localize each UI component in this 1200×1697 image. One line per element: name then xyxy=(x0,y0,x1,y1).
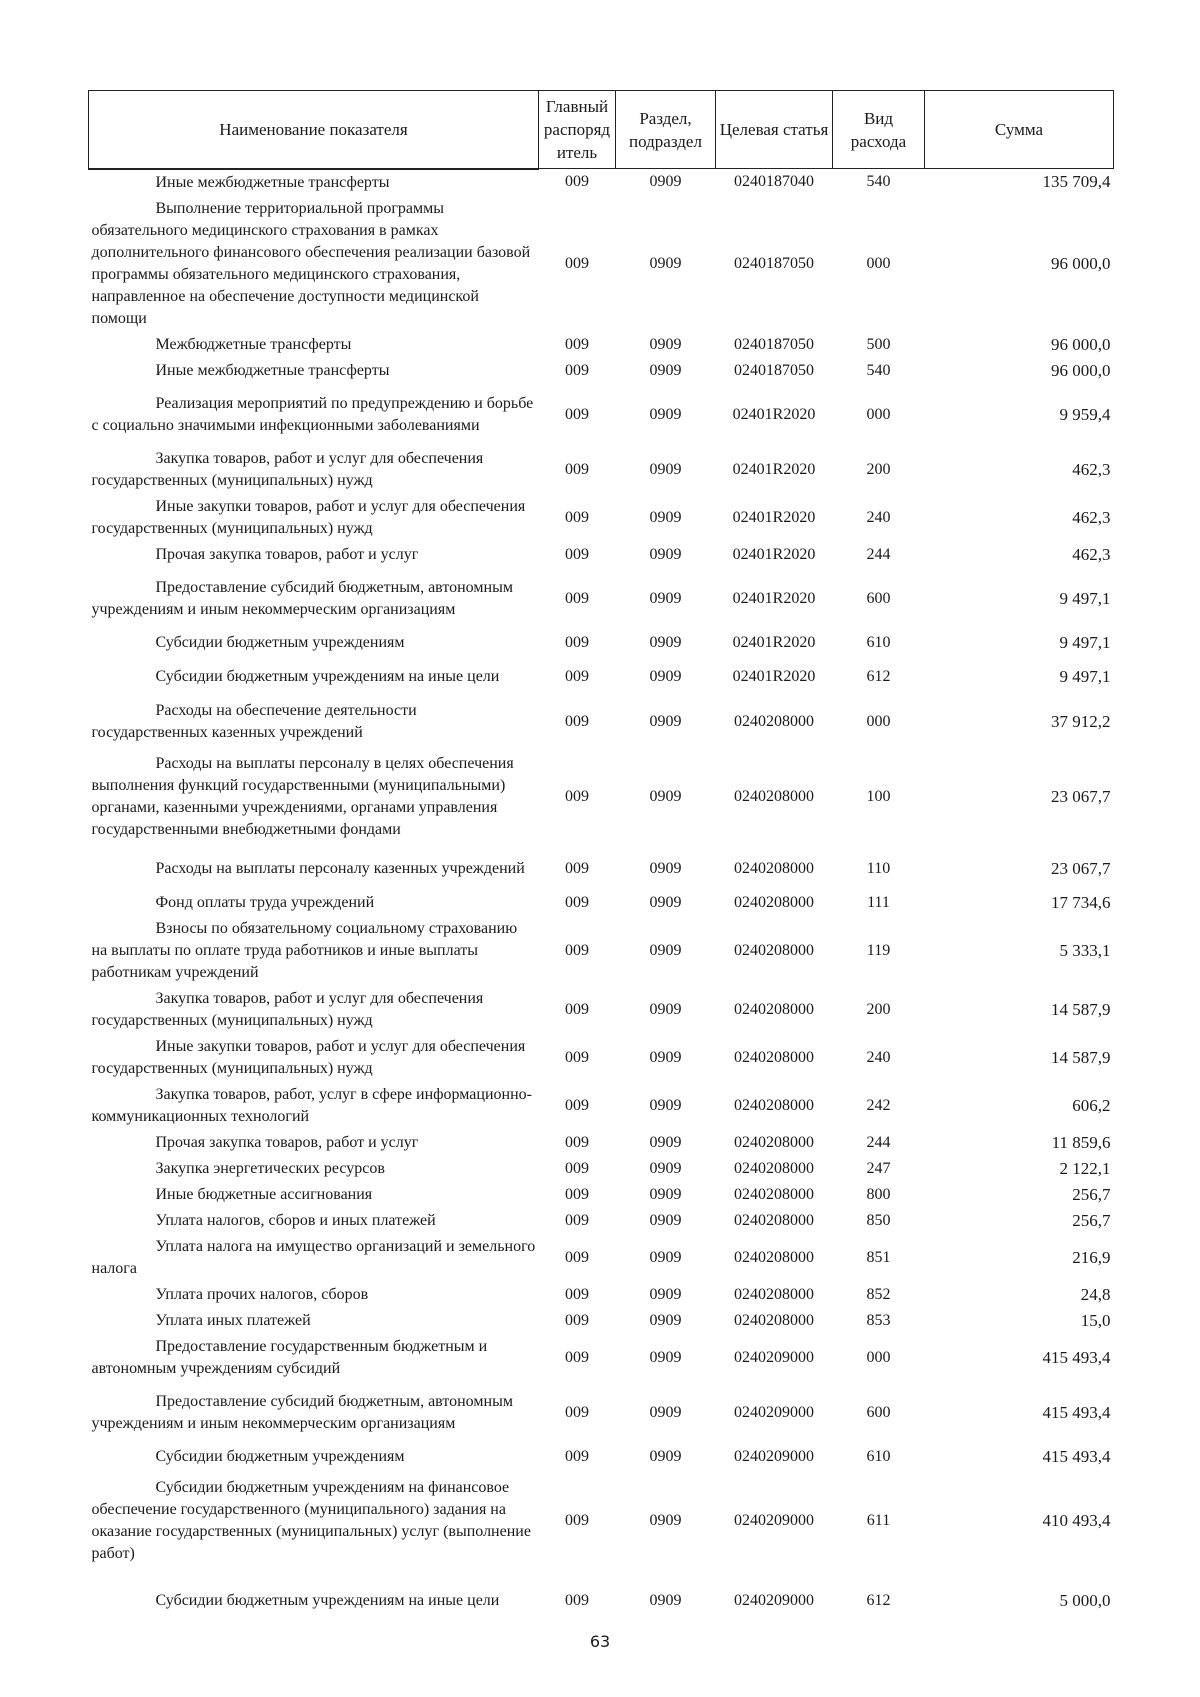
row-section: 0909 xyxy=(649,335,682,353)
row-sum: 14 587,9 xyxy=(1051,1047,1111,1067)
row-type: 612 xyxy=(866,1591,891,1609)
row-name: Расходы на обеспечение деятельности государственных казенных учреждений xyxy=(91,701,417,741)
row-section: 0909 xyxy=(649,254,682,272)
row-type: 100 xyxy=(866,787,891,805)
table-row xyxy=(89,1444,1114,1470)
row-type: 851 xyxy=(866,1248,891,1266)
header-target: Целевая статья xyxy=(716,91,833,169)
row-sum: 9 959,4 xyxy=(1059,404,1111,424)
row-target: 0240209000 xyxy=(734,1511,814,1529)
row-section: 0909 xyxy=(649,1348,682,1366)
row-chief: 009 xyxy=(565,1285,589,1303)
row-sum: 462,3 xyxy=(1072,544,1111,564)
row-chief: 009 xyxy=(565,1403,589,1421)
table-row xyxy=(89,1334,1114,1382)
row-section: 0909 xyxy=(649,1133,682,1151)
row-section: 0909 xyxy=(649,712,682,730)
row-section: 0909 xyxy=(649,1000,682,1018)
row-chief: 009 xyxy=(565,1311,589,1329)
row-chief: 009 xyxy=(565,589,589,607)
row-type: 240 xyxy=(866,508,891,526)
row-chief: 009 xyxy=(565,508,589,526)
row-sum: 96 000,0 xyxy=(1051,360,1111,380)
row-section: 0909 xyxy=(649,1048,682,1066)
row-chief: 009 xyxy=(565,460,589,478)
row-type: 119 xyxy=(866,941,891,959)
row-type: 610 xyxy=(866,1447,891,1465)
row-chief: 009 xyxy=(565,1000,589,1018)
row-target: 0240208000 xyxy=(734,893,814,911)
row-sum: 216,9 xyxy=(1072,1247,1111,1267)
row-sum: 256,7 xyxy=(1072,1184,1111,1204)
row-target: 0240208000 xyxy=(734,941,814,959)
row-sum: 415 493,4 xyxy=(1042,1446,1111,1466)
table-row xyxy=(89,1572,1114,1630)
row-chief: 009 xyxy=(565,1211,589,1229)
row-section: 0909 xyxy=(649,361,682,379)
table-row xyxy=(89,1156,1114,1182)
row-chief: 009 xyxy=(565,173,589,191)
row-chief: 009 xyxy=(565,1133,589,1151)
row-sum: 14 587,9 xyxy=(1051,999,1111,1019)
row-sum: 462,3 xyxy=(1072,459,1111,479)
header-section: Раздел, подраздел xyxy=(616,91,716,169)
table-row xyxy=(89,1082,1114,1130)
row-name: Межбюджетные трансферты xyxy=(155,335,352,353)
table-row xyxy=(89,196,1114,332)
row-type: 800 xyxy=(866,1185,891,1203)
row-chief: 009 xyxy=(565,787,589,805)
table-row xyxy=(89,916,1114,986)
row-section: 0909 xyxy=(649,667,682,685)
row-section: 0909 xyxy=(649,173,682,191)
table-row xyxy=(89,446,1114,494)
row-section: 0909 xyxy=(649,508,682,526)
row-target: 02401R2020 xyxy=(732,633,816,651)
table-row xyxy=(89,494,1114,542)
row-chief: 009 xyxy=(565,667,589,685)
row-type: 244 xyxy=(866,1133,891,1151)
row-target: 0240208000 xyxy=(734,787,814,805)
table-row xyxy=(89,656,1114,698)
row-name: Выполнение территориальной программы обязательного медицинского страхования в рамках дополнительного финансового обеспечения реализации базовой программы обязательного медицинского страхования, направленное на обеспечение доступности медицинской помощи xyxy=(91,199,531,327)
table-row xyxy=(89,630,1114,656)
row-type: 200 xyxy=(866,1000,891,1018)
row-sum: 135 709,4 xyxy=(1042,172,1111,192)
row-chief: 009 xyxy=(565,712,589,730)
table-row xyxy=(89,848,1114,890)
table-row xyxy=(89,1130,1114,1156)
row-type: 610 xyxy=(866,633,891,651)
row-sum: 462,3 xyxy=(1072,507,1111,527)
table-row xyxy=(89,542,1114,568)
row-target: 0240208000 xyxy=(734,1159,814,1177)
row-name: Предоставление государственным бюджетным и автономным учреждениям субсидий xyxy=(91,1337,488,1377)
table-row xyxy=(89,1308,1114,1334)
row-target: 0240187050 xyxy=(734,335,814,353)
row-name: Иные закупки товаров, работ и услуг для обеспечения государственных (муниципальных) нужд xyxy=(91,497,526,537)
row-section: 0909 xyxy=(649,1511,682,1529)
table-row xyxy=(89,746,1114,848)
row-name: Расходы на выплаты персоналу казенных учреждений xyxy=(155,859,525,877)
row-name: Закупка товаров, работ, услуг в сфере информационно-коммуникационных технологий xyxy=(91,1085,532,1125)
row-sum: 606,2 xyxy=(1072,1095,1111,1115)
row-chief: 009 xyxy=(565,545,589,563)
row-sum: 96 000,0 xyxy=(1051,253,1111,273)
row-section: 0909 xyxy=(649,589,682,607)
row-name: Реализация мероприятий по предупреждению и борьбе с социально значимыми инфекционными заболеваниями xyxy=(91,394,534,434)
row-type: 000 xyxy=(866,712,891,730)
row-section: 0909 xyxy=(649,1248,682,1266)
row-sum: 23 067,7 xyxy=(1051,786,1111,806)
row-name: Закупка товаров, работ и услуг для обеспечения государственных (муниципальных) нужд xyxy=(91,989,484,1029)
row-chief: 009 xyxy=(565,1348,589,1366)
row-section: 0909 xyxy=(649,1311,682,1329)
row-sum: 17 734,6 xyxy=(1051,892,1111,912)
row-type: 111 xyxy=(867,893,890,911)
row-target: 0240209000 xyxy=(734,1348,814,1366)
row-sum: 9 497,1 xyxy=(1059,632,1111,652)
row-type: 200 xyxy=(866,460,891,478)
row-name: Субсидии бюджетным учреждениям xyxy=(155,1447,405,1465)
table-row xyxy=(89,986,1114,1034)
row-section: 0909 xyxy=(649,893,682,911)
row-type: 500 xyxy=(866,335,891,353)
row-section: 0909 xyxy=(649,1403,682,1421)
row-sum: 410 493,4 xyxy=(1042,1510,1111,1530)
table-row xyxy=(89,568,1114,630)
row-name: Уплата иных платежей xyxy=(155,1311,311,1329)
row-name: Субсидии бюджетным учреждениям на иные цели xyxy=(155,1591,500,1609)
row-chief: 009 xyxy=(565,633,589,651)
row-target: 0240208000 xyxy=(734,1248,814,1266)
row-type: 540 xyxy=(866,173,891,191)
row-section: 0909 xyxy=(649,859,682,877)
row-name: Закупка энергетических ресурсов xyxy=(155,1159,385,1177)
row-chief: 009 xyxy=(565,859,589,877)
row-name: Прочая закупка товаров, работ и услуг xyxy=(155,545,419,563)
row-section: 0909 xyxy=(649,787,682,805)
row-target: 0240208000 xyxy=(734,1311,814,1329)
header-sum: Сумма xyxy=(925,91,1114,169)
row-name: Фонд оплаты труда учреждений xyxy=(155,893,375,911)
row-type: 850 xyxy=(866,1211,891,1229)
row-name: Иные межбюджетные трансферты xyxy=(155,361,390,379)
row-name: Прочая закупка товаров, работ и услуг xyxy=(155,1133,419,1151)
row-target: 02401R2020 xyxy=(732,667,816,685)
row-target: 02401R2020 xyxy=(732,460,816,478)
table-row xyxy=(89,1470,1114,1572)
row-type: 600 xyxy=(866,1403,891,1421)
row-section: 0909 xyxy=(649,460,682,478)
row-target: 02401R2020 xyxy=(732,589,816,607)
row-chief: 009 xyxy=(565,1096,589,1114)
table-row xyxy=(89,358,1114,384)
row-sum: 415 493,4 xyxy=(1042,1402,1111,1422)
row-chief: 009 xyxy=(565,1447,589,1465)
row-sum: 415 493,4 xyxy=(1042,1347,1111,1367)
row-sum: 37 912,2 xyxy=(1051,711,1111,731)
row-type: 110 xyxy=(866,859,891,877)
row-name: Закупка товаров, работ и услуг для обеспечения государственных (муниципальных) нужд xyxy=(91,449,484,489)
row-section: 0909 xyxy=(649,1159,682,1177)
row-sum: 24,8 xyxy=(1080,1284,1111,1304)
row-target: 0240187050 xyxy=(734,254,814,272)
row-type: 247 xyxy=(866,1159,891,1177)
row-target: 0240187040 xyxy=(734,173,814,191)
row-section: 0909 xyxy=(649,633,682,651)
row-name: Взносы по обязательному социальному страхованию на выплаты по оплате труда работников и иные выплаты работникам учреждений xyxy=(91,919,518,981)
row-type: 600 xyxy=(866,589,891,607)
row-type: 611 xyxy=(866,1511,891,1529)
row-section: 0909 xyxy=(649,545,682,563)
row-target: 0240209000 xyxy=(734,1591,814,1609)
row-name: Субсидии бюджетным учреждениям xyxy=(155,633,405,651)
row-chief: 009 xyxy=(565,1159,589,1177)
row-target: 0240187050 xyxy=(734,361,814,379)
row-target: 02401R2020 xyxy=(732,508,816,526)
row-section: 0909 xyxy=(649,1285,682,1303)
row-chief: 009 xyxy=(565,361,589,379)
row-name: Предоставление субсидий бюджетным, автономным учреждениям и иным некоммерческим организациям xyxy=(91,1392,513,1432)
row-name: Субсидии бюджетным учреждениям на иные цели xyxy=(155,667,500,685)
row-chief: 009 xyxy=(565,335,589,353)
row-sum: 2 122,1 xyxy=(1059,1158,1111,1178)
row-chief: 009 xyxy=(565,254,589,272)
row-target: 0240208000 xyxy=(734,1000,814,1018)
row-name: Уплата прочих налогов, сборов xyxy=(155,1285,369,1303)
row-type: 852 xyxy=(866,1285,891,1303)
header-type: Вид расхода xyxy=(833,91,925,169)
row-chief: 009 xyxy=(565,1248,589,1266)
row-target: 0240208000 xyxy=(734,1211,814,1229)
row-section: 0909 xyxy=(649,405,682,423)
row-chief: 009 xyxy=(565,1591,589,1609)
table-row xyxy=(89,169,1114,196)
row-name: Иные закупки товаров, работ и услуг для обеспечения государственных (муниципальных) нужд xyxy=(91,1037,526,1077)
row-target: 0240208000 xyxy=(734,1133,814,1151)
row-chief: 009 xyxy=(565,1511,589,1529)
row-sum: 256,7 xyxy=(1072,1210,1111,1230)
table-row xyxy=(89,332,1114,358)
row-target: 0240208000 xyxy=(734,1096,814,1114)
row-sum: 5 333,1 xyxy=(1059,940,1111,960)
row-sum: 11 859,6 xyxy=(1051,1132,1111,1152)
row-type: 853 xyxy=(866,1311,891,1329)
row-type: 242 xyxy=(866,1096,891,1114)
row-target: 0240208000 xyxy=(734,1048,814,1066)
row-target: 02401R2020 xyxy=(732,545,816,563)
row-section: 0909 xyxy=(649,1447,682,1465)
table-row xyxy=(89,1382,1114,1444)
row-target: 0240208000 xyxy=(734,712,814,730)
row-type: 612 xyxy=(866,667,891,685)
row-sum: 15,0 xyxy=(1080,1310,1111,1330)
row-target: 0240208000 xyxy=(734,1185,814,1203)
row-name: Расходы на выплаты персоналу в целях обеспечения выполнения функций государственными (муниципальными) органами, казенными учреждениями, органами управления государственными внебюджетными фондами xyxy=(91,754,514,838)
table-header-row xyxy=(89,91,1114,169)
row-target: 0240209000 xyxy=(734,1403,814,1421)
row-chief: 009 xyxy=(565,1048,589,1066)
table-row xyxy=(89,1034,1114,1082)
row-section: 0909 xyxy=(649,941,682,959)
row-section: 0909 xyxy=(649,1096,682,1114)
row-target: 0240208000 xyxy=(734,1285,814,1303)
table-row xyxy=(89,1182,1114,1208)
row-name: Уплата налога на имущество организаций и земельного налога xyxy=(91,1237,536,1277)
budget-table xyxy=(88,90,1114,1630)
row-chief: 009 xyxy=(565,893,589,911)
row-name: Иные межбюджетные трансферты xyxy=(155,173,390,191)
row-type: 000 xyxy=(866,254,891,272)
row-target: 02401R2020 xyxy=(732,405,816,423)
table-row xyxy=(89,1234,1114,1282)
row-type: 240 xyxy=(866,1048,891,1066)
row-sum: 9 497,1 xyxy=(1059,666,1111,686)
table-row xyxy=(89,384,1114,446)
row-name: Предоставление субсидий бюджетным, автономным учреждениям и иным некоммерческим организациям xyxy=(91,578,513,618)
table-row xyxy=(89,1208,1114,1234)
row-type: 000 xyxy=(866,1348,891,1366)
row-sum: 96 000,0 xyxy=(1051,334,1111,354)
row-target: 0240209000 xyxy=(734,1447,814,1465)
row-type: 000 xyxy=(866,405,891,423)
row-sum: 9 497,1 xyxy=(1059,588,1111,608)
header-name: Наименование показателя xyxy=(89,91,539,169)
row-chief: 009 xyxy=(565,1185,589,1203)
row-name: Субсидии бюджетным учреждениям на финансовое обеспечение государственного (муниципального) задания на оказание государственных (муниципальных) услуг (выполнение работ) xyxy=(91,1478,531,1562)
row-sum: 5 000,0 xyxy=(1059,1590,1111,1610)
row-chief: 009 xyxy=(565,405,589,423)
row-section: 0909 xyxy=(649,1211,682,1229)
row-chief: 009 xyxy=(565,941,589,959)
page-number: 63 xyxy=(589,1632,611,1651)
row-sum: 23 067,7 xyxy=(1051,858,1111,878)
row-name: Иные бюджетные ассигнования xyxy=(155,1185,373,1203)
table-row xyxy=(89,890,1114,916)
row-type: 244 xyxy=(866,545,891,563)
row-section: 0909 xyxy=(649,1591,682,1609)
row-name: Уплата налогов, сборов и иных платежей xyxy=(155,1211,436,1229)
row-section: 0909 xyxy=(649,1185,682,1203)
table-row xyxy=(89,698,1114,746)
row-target: 0240208000 xyxy=(734,859,814,877)
header-chief: Главный распоряд итель xyxy=(539,91,616,169)
table-row xyxy=(89,1282,1114,1308)
row-type: 540 xyxy=(866,361,891,379)
